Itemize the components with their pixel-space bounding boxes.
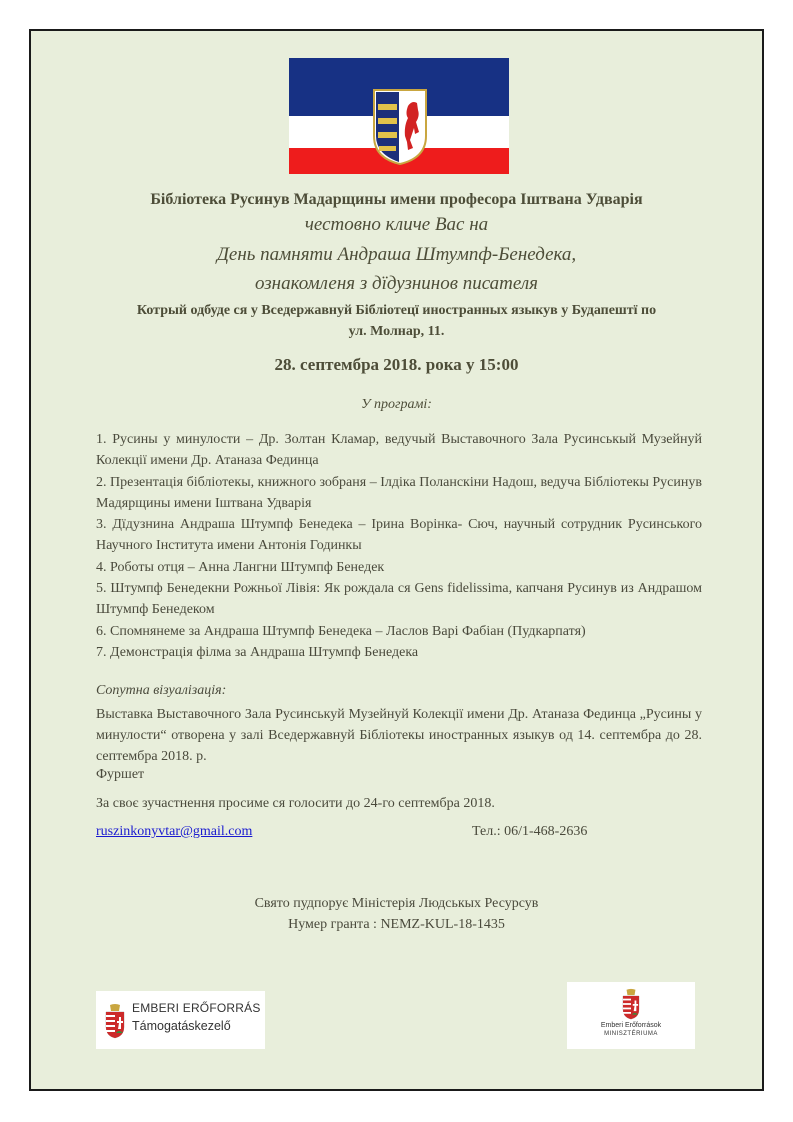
event-title-line1: День памняти Андраша Штумпф-Бенедека, bbox=[216, 244, 577, 265]
invite-line: честовно кличе Вас на bbox=[304, 214, 489, 235]
library-name: Бібліотека Русинув Мадарщины имени професора Іштвана Удварія bbox=[150, 191, 643, 208]
program-item: 4. Роботы отця – Анна Лангни Штумпф Бенедек bbox=[96, 559, 385, 575]
program-list bbox=[96, 429, 702, 663]
venue-line1: Котрый одбуде ся у Вседержавнуй Бібліотецї иностранных языкув у Будапештї по bbox=[136, 303, 657, 318]
coat-of-arms-icon bbox=[372, 88, 428, 166]
venue bbox=[31, 300, 762, 342]
hungarian-coat-of-arms-icon bbox=[105, 1003, 125, 1039]
furshet-note: Фуршет bbox=[96, 767, 145, 782]
accompanying-title: Сопутна візуалізація: bbox=[96, 683, 227, 698]
logo-right-line2: MINISZTÉRIUMA bbox=[604, 1031, 658, 1037]
accompanying-text: Выставка Выставочного Зала Русинськуй Музейнуй Колекцiї имени Др. Атаназа Фединца „Русины у минулости“ отворена у залі Вседержавнуй Бiблiотекы иностранных языкув од 14. септембра до 28. септембра 2018. р. bbox=[96, 707, 702, 764]
program-item: 6. Спомнянеме за Андраша Штумпф Бенедека – Ласлов Варі Фабіан (Пудкарпатя) bbox=[96, 623, 586, 639]
emmi-logo bbox=[567, 982, 695, 1049]
hungarian-coat-of-arms-icon bbox=[622, 988, 640, 1020]
event-date-time: 28. септембра 2018. рока у 15:00 bbox=[274, 355, 519, 374]
program-heading: У програмі: bbox=[361, 397, 432, 412]
program-item: 7. Демонстрація фiлма за Андраша Штумпф Бенедека bbox=[96, 644, 419, 660]
rsvp-note: За своє зучастнення просиме ся голосити до 24-го септембра 2018. bbox=[96, 796, 495, 811]
venue-line2: ул. Молнар, 11. bbox=[348, 324, 445, 339]
logo-left-line1: EMBERI ERŐFORRÁS bbox=[132, 1001, 261, 1015]
email-link[interactable]: ruszinkonyvtar@gmail.com bbox=[96, 824, 253, 839]
phone-number: Тел.: 06/1-468-2636 bbox=[472, 824, 588, 839]
program-item: 1. Русины у минулости – Др. Золтан Кламар, ведучый Выставочного Зала Русинськый Музейнуй Колекцiї имени Др. Атаназа Фединца bbox=[96, 432, 702, 469]
invitation-page bbox=[29, 29, 764, 1091]
program-item: 3. Дїдузнина Андраша Штумпф Бенедека – Ірина Ворінка- Сюч, научный сотрудник Русинського Научного Інститута имени Антонія Годинкы bbox=[96, 517, 702, 554]
logo-right-line1: Emberi Erőforrások bbox=[600, 1022, 662, 1029]
rusyn-flag bbox=[289, 58, 509, 174]
support-line1: Свято пудпорує Міністерія Людськых Ресурсув bbox=[254, 896, 539, 911]
grant-number: Нумер гранта : NEMZ-KUL-18-1435 bbox=[288, 917, 505, 932]
program-item: 5. Штумпф Бенедекни Рожньої Лівія: Як рождала ся Gens fidelissima, капчаня Русинув из Андрашом Штумпф Бенедеком bbox=[96, 581, 702, 618]
logo-left-line2: Támogatáskezelő bbox=[132, 1019, 231, 1033]
emberi-eroforras-logo bbox=[96, 991, 265, 1049]
event-title-line2: ознакомленя з дїдузнинов писателя bbox=[255, 273, 538, 294]
program-item: 2. Презентація бiблiотекы, книжного зобраня – Iлдiка Поланскiни Надош, ведуча Бiблiотекы Русинув Мадярщины имени Іштвана Удварія bbox=[96, 474, 702, 511]
